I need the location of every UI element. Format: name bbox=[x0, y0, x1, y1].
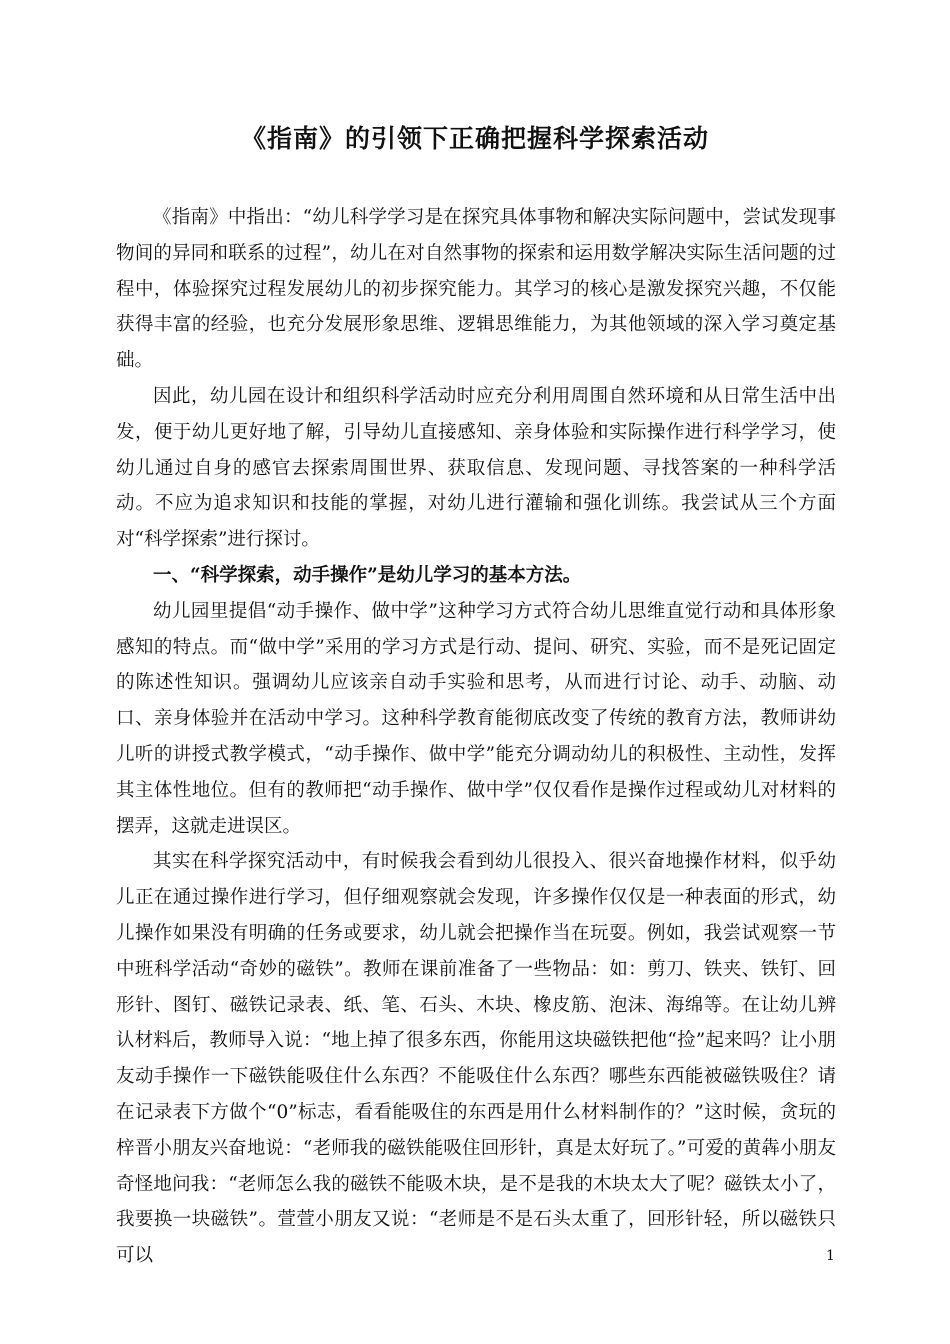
page-number: 1 bbox=[826, 1248, 835, 1264]
paragraph-magnet-example: 其实在科学探究活动中，有时候我会看到幼儿很投入、很兴奋地操作材料，似乎幼儿正在通过操作进行学习，但仔细观察就会发现，许多操作仅仅是一种表面的形式，幼儿操作如果没有明确的任务或要求，幼儿就会把操作当在玩耍。例如，我尝试观察一节中班科学活动“奇妙的磁铁”。教师在课前准备了一些物品：如：剪刀、铁夹、铁钉、回形针、图钉、磁铁记录表、纸、笔、石头、木块、橡皮筋、泡沫、海绵等。在让幼儿辨认材料后，教师导入说：“地上掉了很多东西，你能用这块磁铁把他“捡”起来吗？让小朋友动手操作一下磁铁能吸住什么东西？不能吸住什么东西？哪些东西能被磁铁吸住？请在记录表下方做个“0”标志，看看能吸住的东西是用什么材料制作的？”这时候，贪玩的梓晋小朋友兴奋地说：“老师我的磁铁能吸住回形针，真是太好玩了。”可爱的黄犇小朋友奇怪地问我：“老师怎么我的磁铁不能吸木块，是不是我的木块太大了呢？磁铁太小了，我要换一块磁铁”。萱萱小朋友又说：“老师是不是石头太重了，回形针轻，所以磁铁只可以 bbox=[116, 851, 836, 1267]
paragraph-therefore: 因此，幼儿园在设计和组织科学活动时应充分利用周围自然环境和从日常生活中出发，便于幼儿更好地了解，引导幼儿直接感知、亲身体验和实际操作进行科学学习，使幼儿通过自身的感官去探索周围世界、获取信息、发现问题、寻找答案的一种科学活动。不应为追求知识和技能的掌握，对幼儿进行灌输和强化训练。我尝试从三个方面对“科学探索”进行探讨。 bbox=[116, 385, 836, 551]
document-body bbox=[116, 200, 836, 1274]
paragraph-hands-on: 幼儿园里提倡“动手操作、做中学”这种学习方式符合幼儿思维直觉行动和具体形象感知的特点。而“做中学”采用的学习方式是行动、提问、研究、实验，而不是死记固定的陈述性知识。强调幼儿应该亲自动手实验和思考，从而进行讨论、动手、动脑、动口、亲身体验并在活动中学习。这种科学教育能彻底改变了传统的教育方法，教师讲幼儿听的讲授式教学模式，“动手操作、做中学”能充分调动幼儿的积极性、主动性，发挥其主体性地位。但有的教师把“动手操作、做中学”仅仅看作是操作过程或幼儿对材料的摆弄，这就走进误区。 bbox=[116, 600, 836, 837]
paragraph-intro: 《指南》中指出：“幼儿科学学习是在探究具体事物和解决实际问题中，尝试发现事物间的异同和联系的过程”，幼儿在对自然事物的探索和运用数学解决实际生活问题的过程中，体验探究过程发展幼儿的初步探究能力。其学习的核心是激发探究兴趣，不仅能获得丰富的经验，也充分发展形象思维、逻辑思维能力，为其他领域的深入学习奠定基础。 bbox=[116, 207, 836, 372]
section-heading-1: 一、“科学探索，动手操作”是幼儿学习的基本方法。 bbox=[153, 564, 582, 586]
document-title: 《指南》的引领下正确把握科学探索活动 bbox=[240, 123, 709, 153]
